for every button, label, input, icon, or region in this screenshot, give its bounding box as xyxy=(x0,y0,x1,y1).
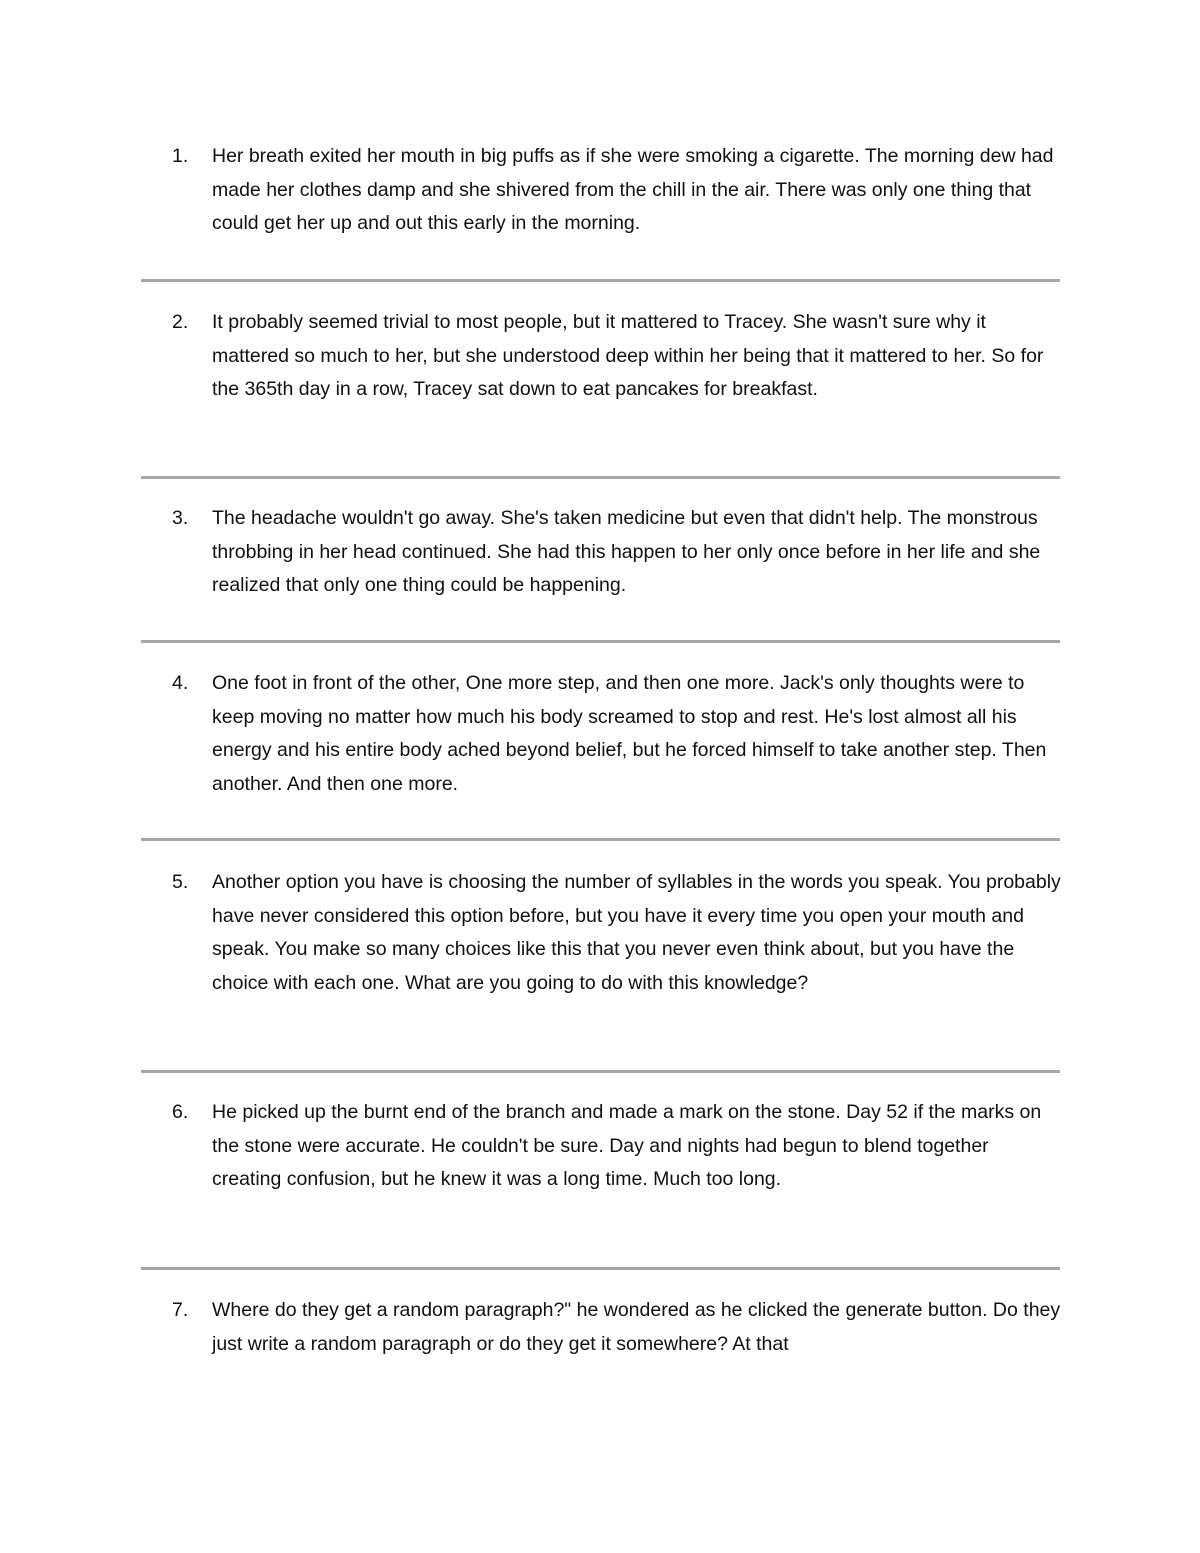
item-number: 7. xyxy=(172,1299,189,1321)
item-paragraph: Where do they get a random paragraph?" he wondered as he clicked the generate button. Do they just write a random paragraph or do they get it somewhere? At that xyxy=(212,1299,1061,1355)
divider xyxy=(141,1070,1060,1073)
divider xyxy=(141,838,1060,841)
divider xyxy=(141,1267,1060,1270)
item-paragraph: Her breath exited her mouth in big puffs as if she were smoking a cigarette. The morning dew had made her clothes damp and she shivered from the chill in the air. There was only one thing that could get her up and out this early in the morning. xyxy=(212,145,1054,234)
item-number: 2. xyxy=(172,311,189,333)
item-paragraph: He picked up the burnt end of the branch and made a mark on the stone. Day 52 if the marks on the stone were accurate. He couldn't be sure. Day and nights had begun to blend together creating confusion, but he knew it was a long time. Much too long. xyxy=(212,1101,1042,1190)
item-paragraph: One foot in front of the other, One more step, and then one more. Jack's only thoughts were to keep moving no matter how much his body screamed to stop and rest. He's lost almost all his energy and his entire body ached beyond belief, but he forced himself to take another step. Then another. And then one more. xyxy=(212,672,1047,795)
divider xyxy=(141,476,1060,479)
item-number: 5. xyxy=(172,871,189,893)
item-number: 3. xyxy=(172,507,189,529)
item-number: 6. xyxy=(172,1101,189,1123)
item-paragraph: The headache wouldn't go away. She's taken medicine but even that didn't help. The monstrous throbbing in her head continued. She had this happen to her only once before in her life and she realized that only one thing could be happening. xyxy=(212,507,1041,596)
item-number: 4. xyxy=(172,672,189,694)
item-paragraph: Another option you have is choosing the number of syllables in the words you speak. You probably have never considered this option before, but you have it every time you open your mouth and speak. You make so many choices like this that you never even think about, but you have the choice with each one. What are you going to do with this knowledge? xyxy=(212,871,1061,994)
item-number: 1. xyxy=(172,145,189,167)
divider xyxy=(141,640,1060,643)
item-paragraph: It probably seemed trivial to most people, but it mattered to Tracey. She wasn't sure why it mattered so much to her, but she understood deep within her being that it mattered to her. So for the 365th day in a row, Tracey sat down to eat pancakes for breakfast. xyxy=(212,311,1044,400)
divider xyxy=(141,279,1060,282)
